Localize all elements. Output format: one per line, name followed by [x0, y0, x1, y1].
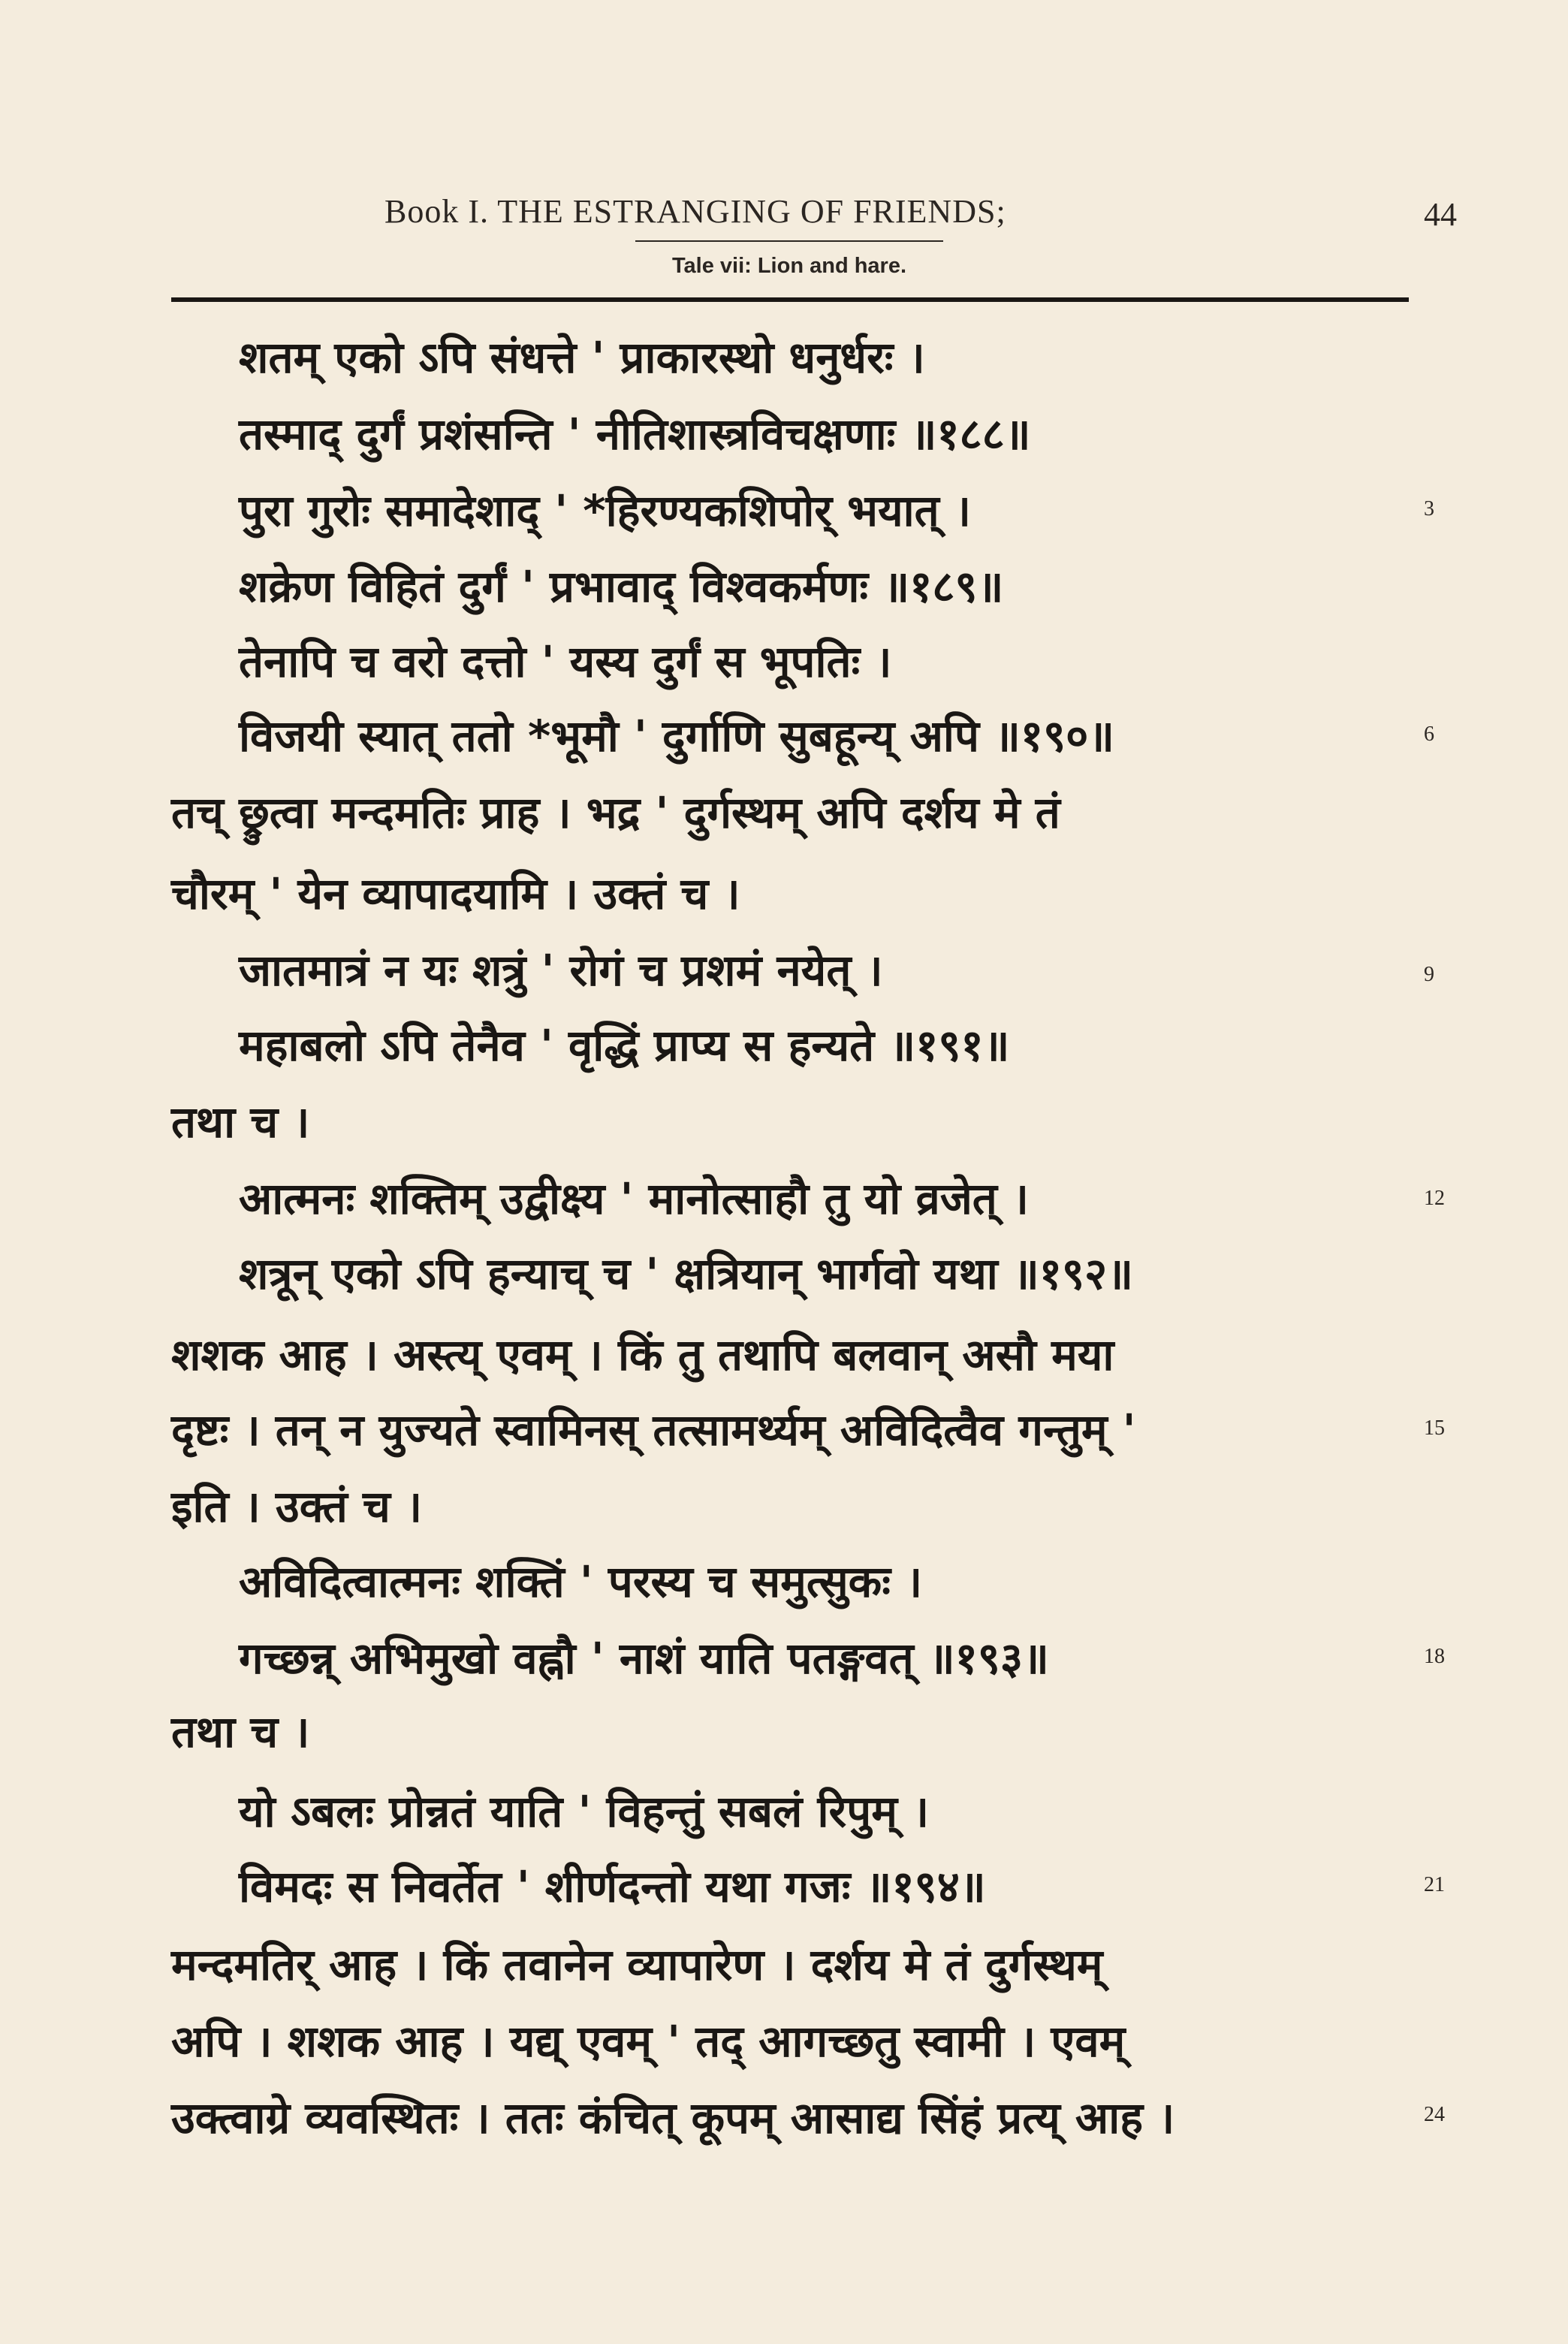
- running-title: Book I. THE ESTRANGING OF FRIENDS;: [384, 193, 1006, 230]
- line-number: 12: [1424, 1187, 1445, 1210]
- line-number: 18: [1424, 1645, 1445, 1668]
- verse-line: आत्मनः शक्तिम् उद्वीक्ष्य ' मानोत्साहौ तु यो व्रजेत् ।: [239, 1173, 1029, 1224]
- prose-line: अपि । शशक आह । यद्य् एवम् ' तद् आगच्छतु स्वामी । एवम्: [171, 2016, 1126, 2067]
- page-number: 44: [1424, 196, 1457, 233]
- prose-line: दृष्टः । तन् न युज्यते स्वामिनस् तत्सामर्थ्यम् अविदित्वैव गन्तुम् ': [171, 1404, 1136, 1456]
- verse-line: शक्रेण विहितं दुर्गं ' प्रभावाद् विश्वकर्मणः ॥१८९॥: [239, 561, 1004, 612]
- line-number: 24: [1424, 2103, 1445, 2126]
- line-number: 15: [1424, 1416, 1445, 1440]
- prose-line: उक्त्वाग्रे व्यवस्थितः । ततः कंचित् कूपम् आसाद्य सिंहं प्रत्य् आह ।: [171, 2092, 1175, 2143]
- verse-line: यो ऽबलः प्रोन्नतं याति ' विहन्तुं सबलं रिपुम् ।: [239, 1786, 930, 1837]
- prose-line: शशक आह । अस्त्य् एवम् । किं तु तथापि बलवान् असौ मया: [171, 1329, 1114, 1380]
- verse-line: पुरा गुरोः समादेशाद् ' *हिरण्यकशिपोर् भयात् ।: [239, 485, 971, 536]
- verse-line: शतम् एको ऽपि संधत्ते ' प्राकारस्थो धनुर्धरः ।: [239, 332, 925, 383]
- line-number: 21: [1424, 1873, 1445, 1896]
- prose-line: तच् छ्रुत्वा मन्दमतिः प्राह । भद्र ' दुर्गस्थम् अपि दर्शय मे तं: [171, 787, 1060, 838]
- header-rule: [171, 297, 1409, 302]
- verse-line: अविदित्वात्मनः शक्तिं ' परस्य च समुत्सुकः ।: [239, 1556, 923, 1607]
- prose-line: मन्दमतिर् आह । किं तवानेन व्यापारेण । दर्शय मे तं दुर्गस्थम्: [171, 1939, 1103, 1990]
- prose-line: इति । उक्तं च ।: [171, 1481, 423, 1532]
- line-number: 3: [1424, 497, 1434, 520]
- prose-line: तथा च ।: [171, 1097, 310, 1148]
- line-number: 6: [1424, 723, 1434, 746]
- prose-line: तथा च ।: [171, 1706, 310, 1757]
- verse-line: विजयी स्यात् ततो *भूमौ ' दुर्गाणि सुबहून्य् अपि ॥१९०॥: [239, 710, 1115, 762]
- verse-line: महाबलो ऽपि तेनैव ' वृद्धिं प्राप्य स हन्यते ॥१९१॥: [239, 1020, 1010, 1071]
- line-number: 9: [1424, 963, 1434, 986]
- verse-line: जातमात्रं न यः शत्रुं ' रोगं च प्रशमं नयेत् ।: [239, 945, 883, 996]
- prose-line: चौरम् ' येन व्यापादयामि । उक्तं च ।: [171, 868, 740, 919]
- tale-subtitle: Tale vii: Lion and hare.: [671, 254, 907, 278]
- subtitle-rule: [635, 240, 943, 242]
- verse-line: तेनापि च वरो दत्तो ' यस्य दुर्गं स भूपतिः ।: [239, 636, 892, 687]
- verse-line: गच्छन्न् अभिमुखो वह्नौ ' नाशं याति पतङ्गवत् ॥१९३॥: [239, 1633, 1049, 1684]
- verse-line: विमदः स निवर्तेत ' शीर्णदन्तो यथा गजः ॥१९४॥: [239, 1861, 986, 1912]
- verse-line: तस्माद् दुर्गं प्रशंसन्ति ' नीतिशास्त्रविचक्षणाः ॥१८८॥: [239, 409, 1031, 460]
- verse-line: शत्रून् एको ऽपि हन्याच् च ' क्षत्रियान् भार्गवो यथा ॥१९२॥: [239, 1248, 1133, 1299]
